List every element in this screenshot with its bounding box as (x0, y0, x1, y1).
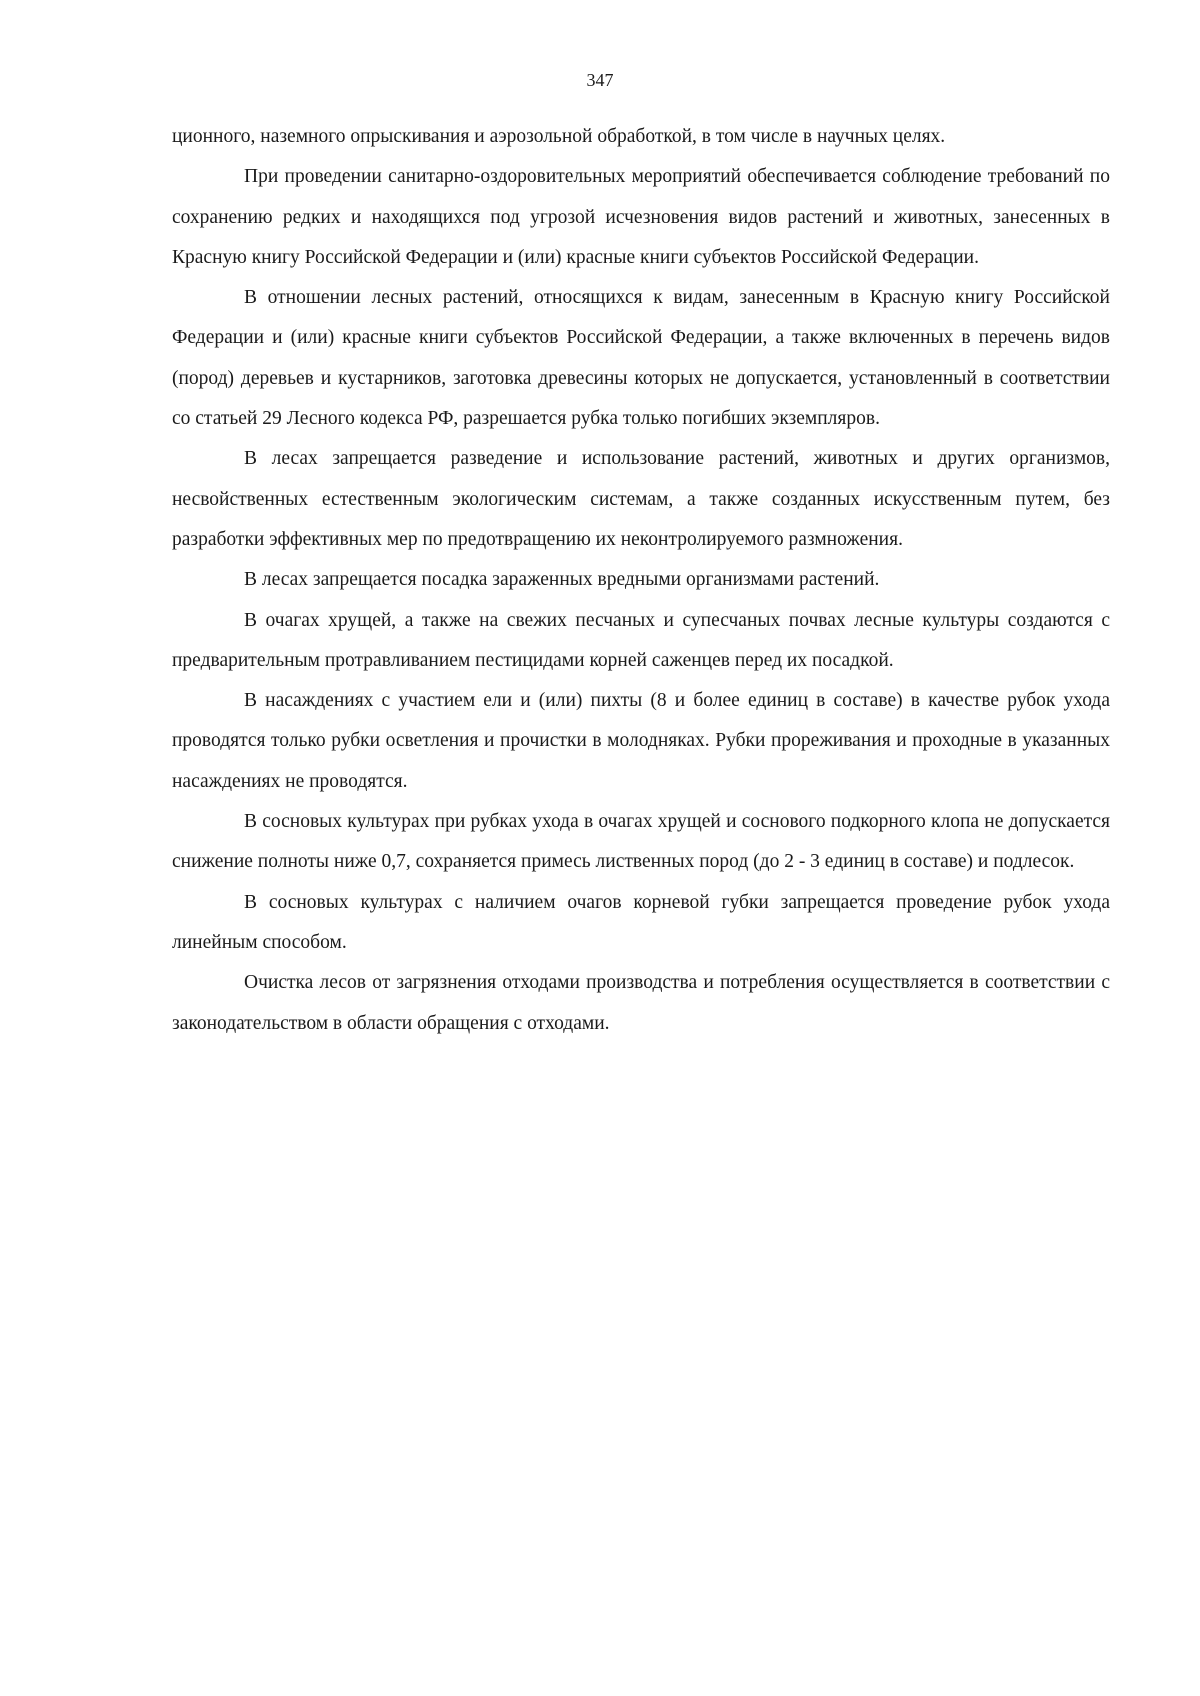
paragraph: В лесах запрещается разведение и использование растений, животных и других организмов, несвойственных естественным экологическим системам, а также созданных искусственным путем, без разработки эффективных мер по предотвращению их неконтролируемого размножения. (172, 448, 1110, 550)
paragraph: В очагах хрущей, а также на свежих песчаных и супесчаных почвах лесные культуры создаются с предварительным протравливанием пестицидами корней саженцев перед их посадкой. (172, 609, 1110, 671)
paragraph: В сосновых культурах при рубках ухода в очагах хрущей и соснового подкорного клопа не допускается снижение полноты ниже 0,7, сохраняется примесь лиственных пород (до 2 - 3 единиц в составе) и подлесок. (172, 811, 1110, 873)
paragraph-continuation: ционного, наземного опрыскивания и аэрозольной обработкой, в том числе в научных целях. (172, 126, 946, 147)
page-number: 347 (586, 70, 614, 90)
paragraph: При проведении санитарно-оздоровительных мероприятий обеспечивается соблюдение требований по сохранению редких и находящихся под угрозой исчезновения видов растений и животных, занесенных в Красную книгу Российской Федерации и (или) красные книги субъектов Российской Федерации. (172, 166, 1110, 268)
paragraph: В лесах запрещается посадка зараженных вредными организмами растений. (244, 569, 880, 591)
paragraph: Очистка лесов от загрязнения отходами производства и потребления осуществляется в соответствии с законодательством в области обращения с отходами. (172, 972, 1110, 1034)
paragraph: В отношении лесных растений, относящихся к видам, занесенным в Красную книгу Российской Федерации и (или) красные книги субъектов Российской Федерации, а также включенных в перечень видов (пород) деревьев и кустарников, заготовка древесины которых не допускается, установленный в соответствии со статьей 29 Лесного кодекса РФ, разрешается рубка только погибших экземпляров. (172, 287, 1110, 430)
paragraph: В сосновых культурах с наличием очагов корневой губки запрещается проведение рубок ухода линейным способом. (172, 891, 1110, 953)
document-body (172, 117, 1110, 1044)
paragraph: В насаждениях с участием ели и (или) пихты (8 и более единиц в составе) в качестве рубок ухода проводятся только рубки осветления и прочистки в молодняках. Рубки прореживания и проходные в указанных насаждениях не проводятся. (172, 690, 1110, 792)
